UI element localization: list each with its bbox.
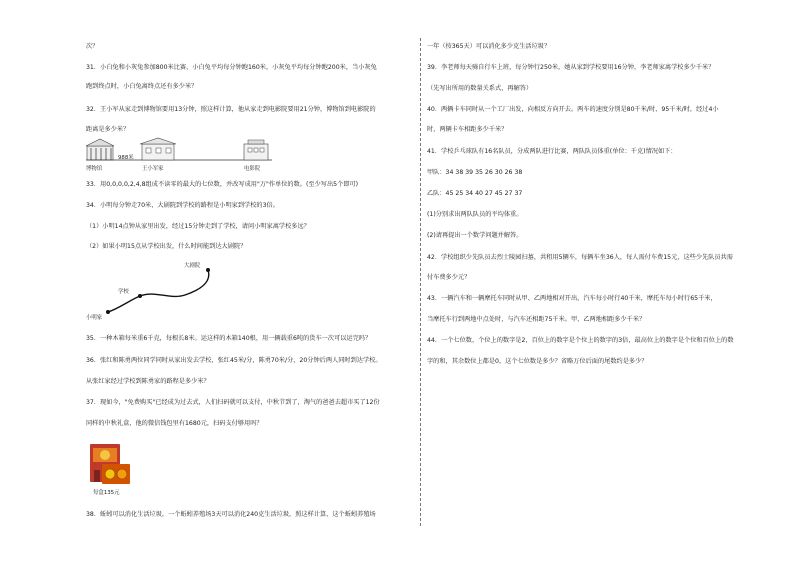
question-32-line-1: 32．王小军从家走到博物馆要用13分钟，照这样计算，他从家走到电影院要用21分钟，博物馆到电影院的: [86, 106, 376, 113]
question-40-line-1: 40．两辆卡车同时从一个工厂出发，向相反方向开去。两车的速度分别是80千米/时、95千米/时，经过4小: [427, 106, 719, 113]
distance-label: 988米: [118, 155, 134, 161]
theater-label: 大剧院: [184, 263, 201, 269]
museum-building-icon: [86, 139, 114, 160]
question-38: 38．蚯蚓可以消化生活垃圾，一个蚯蚓养殖场3天可以消化240克生活垃圾，照这样计算，这个蚯蚓养殖场: [86, 511, 376, 518]
question-31-line-1: 31．小白兔和小灰兔参加800米比赛，小白兔平均每分钟跑160米，小灰兔平均每分钟跑200米，当小灰兔: [86, 64, 377, 71]
question-39-note: （先写出所用的数量关系式，再解答）: [427, 85, 533, 92]
question-31-line-2: 跑到终点时，小白兔离终点还有多少米？: [86, 83, 198, 90]
question-42-line-1: 42．学校组织少先队员去烈士陵园扫墓，共租用5辆车，每辆车坐36人，每人需付车费15元，这些少先队员共需: [427, 254, 733, 261]
question-34-part-1: （1）小明14点钟从家里出发，经过15分钟走到了学校，请问小明家离学校多远？: [86, 223, 310, 230]
cinema-building-icon: [244, 140, 268, 160]
home-label: 王小军家: [142, 166, 164, 172]
school-label: 学校: [118, 289, 129, 295]
question-34-part-2: （2）如果小明15点从学校出发，什么时间能到达大剧院？: [86, 243, 247, 250]
question-37-line-1: 37．现如今，"免费购买"已经成为过去式，人们扫码就可以支付，中秋节到了，淘气的爸爸去超市买了12份: [86, 399, 380, 406]
question-44-line-2: 字的和，其余数位上都是0，这个七位数是多少？省略万位后面的尾数约是多少？: [427, 358, 648, 365]
question-41-part-2: (2)请再提出一个数学问题并解答。: [427, 232, 523, 239]
home-label-2: 小明家: [86, 315, 103, 321]
price-label: 每盒135元: [93, 490, 120, 496]
column-divider: [420, 38, 421, 526]
question-42-line-2: 付车费多少元？: [427, 274, 471, 281]
question-44-line-1: 44．一个七位数，个位上的数字是2，百位上的数字是个位上的数字的3倍，最高位上的数字是个位和百位上的数: [427, 337, 734, 344]
question-33: 33．用0,0,0,0,2,4,8组成不读零的最大的七位数，并改写成用"万"作单位的数。(至少写出5个即可): [86, 181, 359, 188]
question-40-line-2: 时，两辆卡车相距多少千米？: [427, 126, 508, 133]
cinema-label: 电影院: [244, 166, 261, 172]
mooncake-gift-box-image: [88, 440, 134, 488]
question-41-part-1: (1)分别求出两队队员的平均体重。: [427, 211, 523, 218]
question-43-line-2: 当摩托车行到两地中点处时，与汽车还相距75千米。甲、乙两地相距多少千米？: [427, 316, 646, 323]
question-41: 41．学校乒乓球队有16名队员，分成两队进行比赛，两队队员体重(单位：千克)情况如下：: [427, 148, 677, 155]
school-point: [138, 294, 142, 298]
question-39: 39．李老师每天骑自行车上班，每分钟行250米，她从家到学校要用16分钟，李老师家离学校多少千米？: [427, 64, 715, 71]
home-point: [106, 310, 110, 314]
question-32-line-2: 距离是多少米？: [86, 126, 130, 133]
team-a-weights: 甲队：34 38 39 35 26 30 26 38: [427, 169, 523, 176]
museum-label: 博物馆: [86, 166, 103, 172]
question-36-line-1: 36．张红和陈勇两位同学同时从家出发去学校，张红45米/分，陈勇70米/分，20分钟后两人同时到达学校。: [86, 357, 382, 364]
theater-point: [206, 268, 210, 272]
team-b-weights: 乙队：45 25 34 40 27 45 27 37: [427, 190, 523, 197]
question-38-continued: 一年（按365天）可以消化多少克生活垃圾？: [427, 43, 551, 50]
question-35: 35．一种木箱每米重6千克，每根长8米。运这样的木箱140根，用一辆载重6吨的货车一次可以运完吗？: [86, 335, 372, 342]
text-line: 次？: [86, 43, 99, 50]
question-34: 34．小明每分钟走70米，大剧院到学校的路程是小明家到学校的3倍。: [86, 202, 279, 209]
question-36-line-2: 从张红家经过学校到陈勇家的路程是多少米？: [86, 378, 210, 385]
question-43-line-1: 43．一辆汽车和一辆摩托车同时从甲、乙两地相对开出，汽车每小时行40千米，摩托车每小时行65千米，: [427, 295, 717, 302]
home-building-icon: [140, 138, 176, 160]
question-37-line-2: 同样的中秋礼盒，他的微信钱包里有1680元，扫码支付够用吗？: [86, 420, 263, 427]
